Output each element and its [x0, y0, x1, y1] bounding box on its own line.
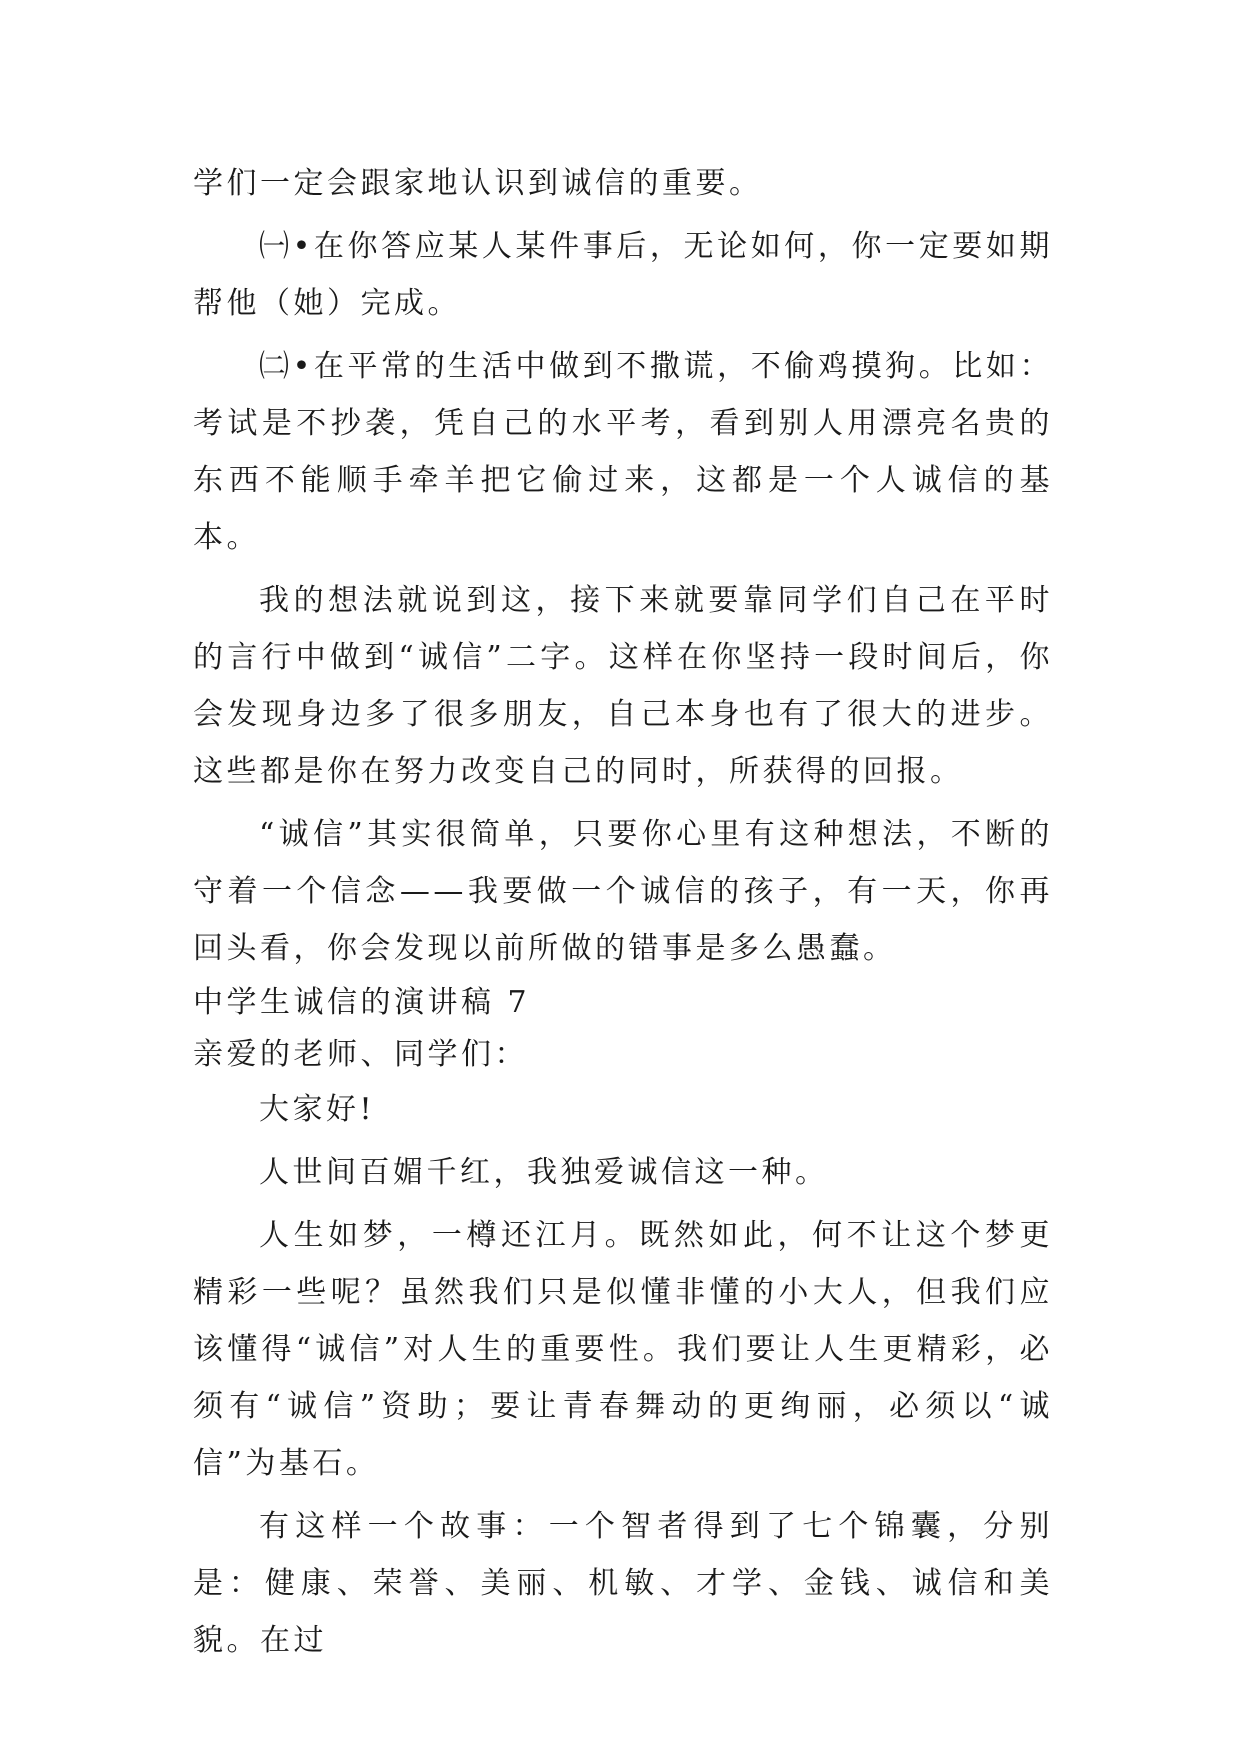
paragraph: 人世间百媚千红，我独爱诚信这一种。 [259, 1155, 829, 1190]
paragraph-list-item-1: ㈠•在你答应某人某件事后，无论如何，你一定要如期帮他（她）完成。 [193, 229, 1053, 321]
paragraph-list-item-2: ㈡•在平常的生活中做到不撒谎，不偷鸡摸狗。比如：考试是不抄袭，凭自己的水平考，看到别人用漂亮名贵的东西不能顺手牵羊把它偷过来，这都是一个人诚信的基本。 [193, 349, 1053, 555]
paragraph: 有这样一个故事：一个智者得到了七个锦囊，分别是：健康、荣誉、美丽、机敏、才学、金钱、诚信和美貌。在过 [193, 1509, 1053, 1658]
paragraph: “诚信”其实很简单，只要你心里有这种想法，不断的守着一个信念——我要做一个诚信的孩子，有一天，你再回头看，你会发现以前所做的错事是多么愚蠢。 [193, 817, 1053, 966]
paragraph: 我的想法就说到这，接下来就要靠同学们自己在平时的言行中做到“诚信”二字。这样在你坚持一段时间后，你会发现身边多了很多朋友，自己本身也有了很大的进步。这些都是你在努力改变自己的同时，所获得的回报。 [193, 583, 1053, 789]
paragraph: 学们一定会跟家地认识到诚信的重要。 [193, 166, 763, 201]
section-title: 中学生诚信的演讲稿 7 [193, 985, 531, 1020]
paragraph: 人生如梦，一樽还江月。既然如此，何不让这个梦更精彩一些呢？虽然我们只是似懂非懂的小大人，但我们应该懂得“诚信”对人生的重要性。我们要让人生更精彩，必须有“诚信”资助；要让青春舞动的更绚丽，必须以“诚信”为基石。 [193, 1218, 1053, 1481]
salutation: 亲爱的老师、同学们： [193, 1037, 528, 1072]
greeting: 大家好! [259, 1092, 376, 1127]
document-body [193, 155, 1053, 1669]
